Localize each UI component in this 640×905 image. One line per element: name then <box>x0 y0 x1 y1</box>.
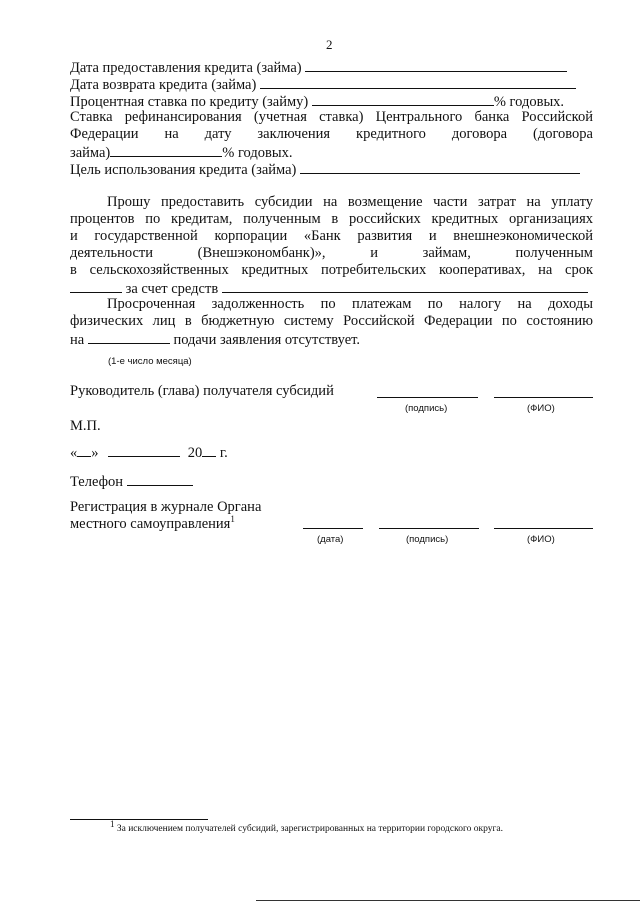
refinancing-rate-field[interactable] <box>110 143 222 157</box>
month-field[interactable] <box>108 443 180 457</box>
registration-line-2: местного самоуправления$^1$ <box>70 514 235 532</box>
refinancing-line-2: Федерации на дату заключения кредитного договора (договора <box>70 126 593 142</box>
registration-date-line[interactable] <box>303 528 363 529</box>
request-line-3: и государственной корпорации «Банк развития и внешнеэкономической <box>70 228 593 244</box>
scan-edge-line <box>256 900 640 901</box>
request-line-4: деятельности (Внешэкономбанк)», и займам, полученным <box>70 245 593 261</box>
date-return-label: Дата возврата кредита (займа) <box>70 77 257 93</box>
request-line-2: процентов по кредитам, полученным в российских кредитных организациях <box>70 211 593 227</box>
footnote-text: За исключением получателей субсидий, зарегистрированных на территории городского округа. <box>116 824 503 834</box>
debt-date-field[interactable] <box>88 330 170 344</box>
purpose-row <box>70 160 580 179</box>
rate-suffix: % годовых. <box>493 94 565 110</box>
funds-source-field[interactable] <box>222 279 588 293</box>
registration-name-caption: (ФИО) <box>527 534 555 545</box>
request-line-6 <box>70 279 593 296</box>
registration-date-caption: (дата) <box>317 534 344 545</box>
rate-label: Процентная ставка по кредиту (займу) <box>70 94 309 110</box>
phone-field[interactable] <box>127 472 193 486</box>
registration-line-1: Регистрация в журнале Органа <box>70 499 262 515</box>
day-field[interactable] <box>77 443 91 457</box>
purpose-label: Цель использования кредита (займа) <box>70 162 297 178</box>
rate-field[interactable] <box>312 92 494 106</box>
request-line-1: Прошу предоставить субсидии на возмещение части затрат на уплату <box>107 194 593 210</box>
head-name-line[interactable] <box>494 397 593 398</box>
phone-label: Телефон <box>70 474 123 490</box>
refinancing-line-3: займа) % годовых. <box>70 145 293 161</box>
purpose-field[interactable] <box>300 160 580 174</box>
refinancing-line-1: Ставка рефинансирования (учетная ставка) Центрального банка Российской <box>70 109 593 125</box>
term-field[interactable] <box>70 279 122 293</box>
registration-signature-line[interactable] <box>379 528 479 529</box>
date-provided-label: Дата предоставления кредита (займа) <box>70 60 302 76</box>
date-return-field[interactable] <box>260 75 576 89</box>
funds-label: за счет средств <box>125 281 219 297</box>
debt-paragraph <box>70 296 593 347</box>
stamp-label: М.П. <box>70 418 101 434</box>
phone-row <box>70 472 193 491</box>
debt-date-hint: (1-е число месяца) <box>108 356 192 367</box>
footnote <box>110 818 503 838</box>
refinancing-paragraph <box>70 109 593 160</box>
registration-name-line[interactable] <box>494 528 593 529</box>
head-label: Руководитель (глава) получателя субсидий <box>70 383 334 399</box>
year-field[interactable] <box>202 443 216 457</box>
date-provided-field[interactable] <box>305 58 567 72</box>
head-name-caption: (ФИО) <box>527 403 555 414</box>
registration-signature-caption: (подпись) <box>406 534 449 545</box>
date-row: « » 20 г. <box>70 445 228 461</box>
footnote-separator <box>70 819 208 820</box>
debt-line-2: физических лиц в бюджетную систему Российской Федерации по состоянию <box>70 313 593 329</box>
request-paragraph <box>70 194 593 296</box>
debt-line-1: Просроченная задолженность по платежам по налогу на доходы <box>107 296 593 312</box>
head-signature-line[interactable] <box>377 397 478 398</box>
debt-line-3: на подачи заявления отсутствует. <box>70 332 360 348</box>
footnote-mark: 1 <box>110 818 115 829</box>
head-signature-caption: (подпись) <box>405 403 448 414</box>
page-number: 2 <box>326 37 333 52</box>
request-line-5: в сельскохозяйственных кредитных потребительских кооперативах, на срок <box>70 262 593 278</box>
footnote-reference: 1 <box>230 514 235 525</box>
